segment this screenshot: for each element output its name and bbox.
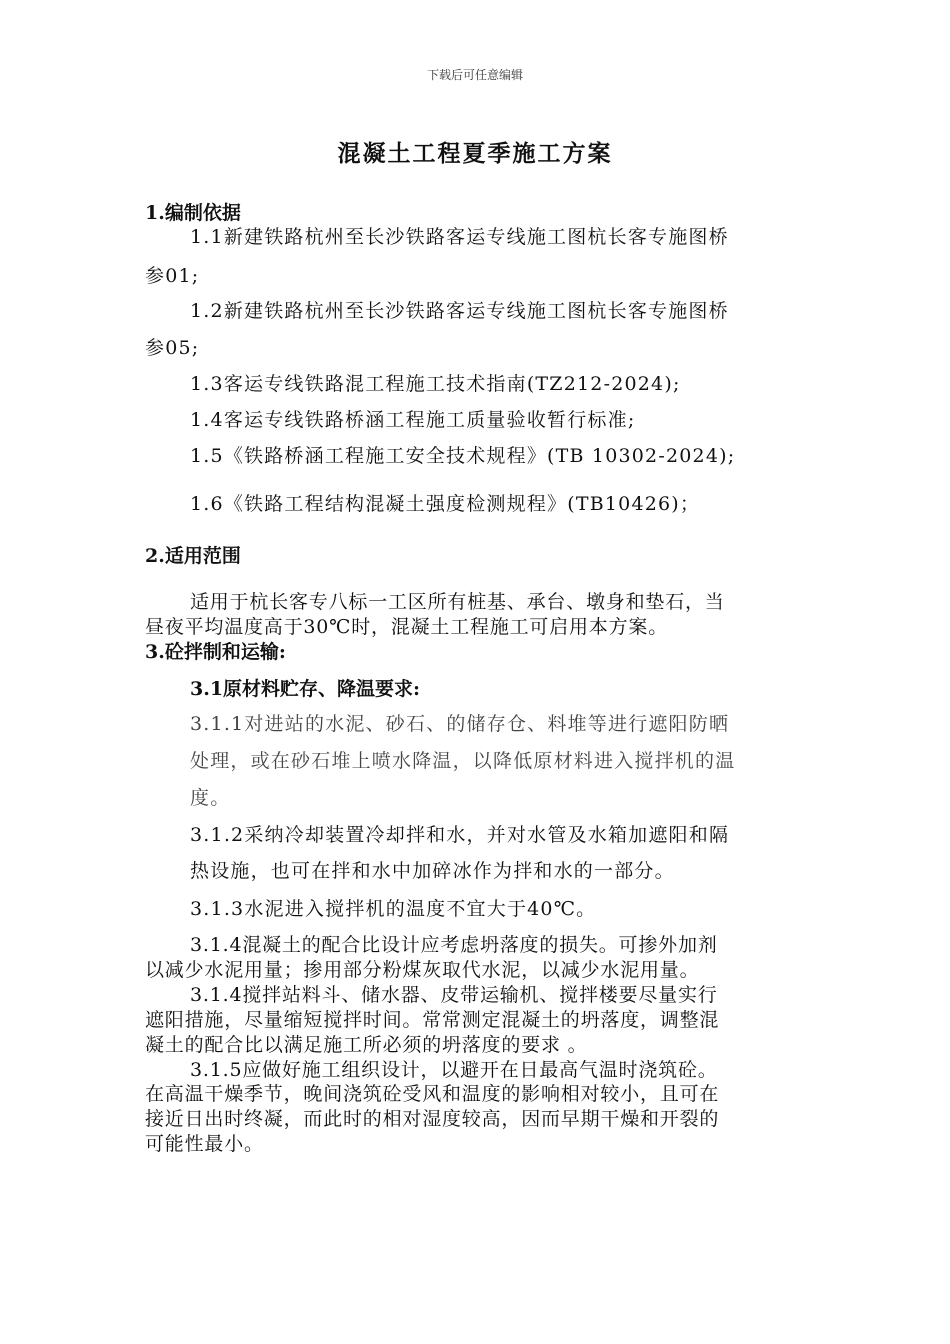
section-3-heading: 3.砼拌制和运输: — [145, 641, 286, 663]
para-3-1-5-line-1: 3.1.5应做好施工组织设计，以避开在日最高气温时浇筑砼。 — [190, 1059, 718, 1081]
para-3-1-2-line-1: 3.1.2采纳冷却装置冷却拌和水，并对水管及水箱加遮阳和隔 — [190, 824, 730, 846]
para-3-1-4a-line-2: 以减少水泥用量；掺用部分粉煤灰取代水泥，以减少水泥用量。 — [145, 959, 700, 981]
para-3-1-1-line-3: 度。 — [190, 787, 231, 809]
basis-item-6: 1.6《铁路工程结构混凝土强度检测规程》(TB10426)； — [190, 493, 701, 515]
basis-item-5: 1.5《铁路桥涵工程施工安全技术规程》(TB 10302-2024); — [190, 445, 736, 467]
para-3-1-1-line-1: 3.1.1对进站的水泥、砂石、的储存仓、料堆等进行遮阳防晒 — [190, 713, 730, 735]
para-3-1-5-line-4: 可能性最小。 — [145, 1133, 264, 1155]
para-3-1-2-line-2: 热设施，也可在拌和水中加碎冰作为拌和水的一部分。 — [190, 860, 675, 882]
header-note: 下载后可任意编辑 — [426, 68, 523, 82]
basis-item-1-line-2: 参01; — [145, 265, 200, 287]
scope-line-1: 适用于杭长客专八标一工区所有桩基、承台、墩身和垫石，当 — [190, 591, 725, 613]
subsection-3-1-heading: 3.1原材料贮存、降温要求: — [190, 678, 421, 700]
para-3-1-4b-line-2: 遮阳措施，尽量缩短搅拌时间。常常测定混凝土的坍落度，调整混 — [145, 1009, 720, 1031]
para-3-1-5-line-3: 接近日出时终凝，而此时的相对湿度较高，因而早期干燥和开裂的 — [145, 1108, 720, 1130]
basis-item-2-line-2: 参05; — [145, 337, 200, 359]
section-1-heading: 1.编制依据 — [145, 202, 241, 224]
para-3-1-5-line-2: 在高温干燥季节，晚间浇筑砼受风和温度的影响相对较小，且可在 — [145, 1083, 720, 1105]
para-3-1-4a-line-1: 3.1.4混凝土的配合比设计应考虑坍落度的损失。可掺外加剂 — [190, 934, 718, 956]
basis-item-2-line-1: 1.2新建铁路杭州至长沙铁路客运专线施工图杭长客专施图桥 — [190, 300, 729, 322]
basis-item-4: 1.4客运专线铁路桥涵工程施工质量验收暂行标准; — [190, 409, 636, 431]
section-2-heading: 2.适用范围 — [145, 545, 241, 567]
para-3-1-4b-line-3: 凝土的配合比以满足施工所必须的坍落度的要求 。 — [145, 1034, 588, 1056]
basis-item-3: 1.3客运专线铁路混工程施工技术指南(TZ212-2024); — [190, 373, 681, 395]
scope-line-2: 昼夜平均温度高于30℃时，混凝土工程施工可启用本方案。 — [145, 616, 669, 638]
document-title: 混凝土工程夏季施工方案 — [337, 140, 613, 167]
para-3-1-4b-line-1: 3.1.4搅拌站料斗、储水器、皮带运输机、搅拌楼要尽量实行 — [190, 984, 718, 1006]
para-3-1-3: 3.1.3水泥进入搅拌机的温度不宜大于40℃。 — [190, 898, 597, 920]
basis-item-1-line-1: 1.1新建铁路杭州至长沙铁路客运专线施工图杭长客专施图桥 — [190, 226, 729, 248]
para-3-1-1-line-2: 处理，或在砂石堆上喷水降温，以降低原材料进入搅拌机的温 — [190, 750, 736, 772]
